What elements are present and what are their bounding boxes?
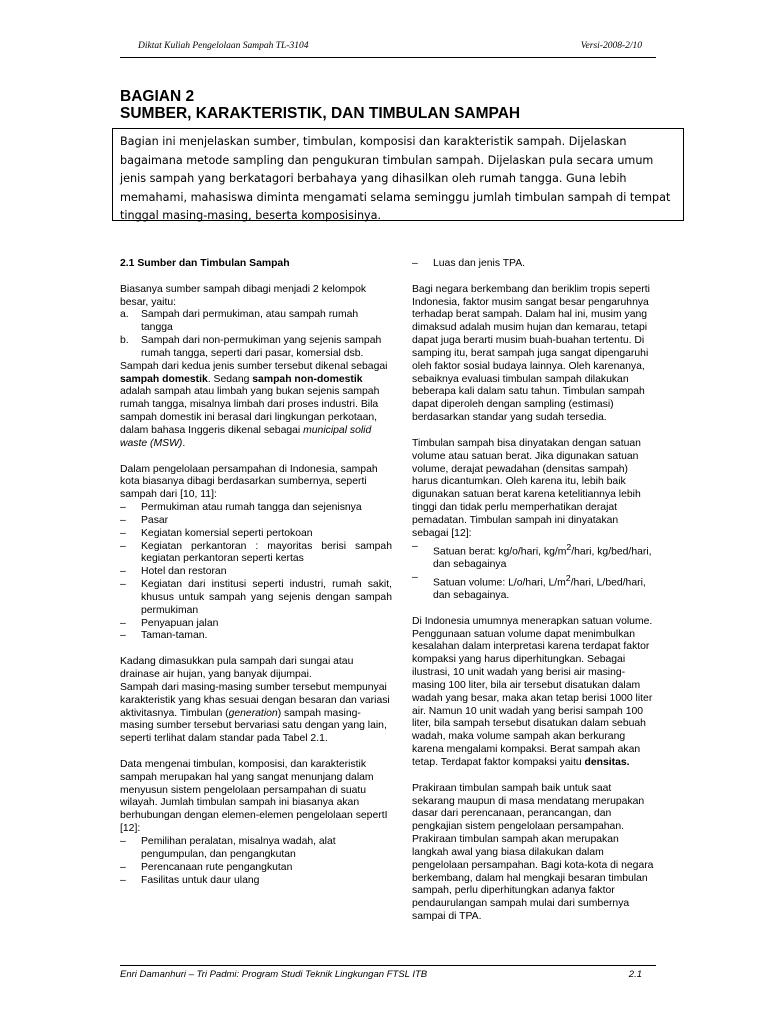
dash-marker: – bbox=[120, 874, 126, 886]
list-item bbox=[120, 862, 392, 875]
dash-marker: – bbox=[412, 571, 418, 583]
text-run: Sampah dari kedua jenis sumber tersebut dikenal sebagai bbox=[120, 360, 388, 372]
dash-marker: – bbox=[120, 502, 126, 514]
list-item bbox=[120, 579, 392, 618]
paragraph: Dalam pengelolaan persampahan di Indonesia, sampah kota biasanya dibagi berdasarkan sumbernya, seperti sampah dari [10, 11]: bbox=[120, 463, 378, 501]
list-item bbox=[120, 875, 392, 888]
dash-marker: – bbox=[120, 540, 126, 552]
list-item-text bbox=[433, 541, 656, 572]
list-item bbox=[120, 618, 392, 631]
bold-term: densitas. bbox=[584, 757, 630, 768]
chapter-abstract-box: Bagian ini menjelaskan sumber, timbulan, komposisi dan karakteristik sampah. Dijelaskan bagaimana metode sampling dan pengukuran timbulan sampah. Dijelaskan pula secara umum jenis sampah yang berkatagori berbahaya yang dihasilkan oleh rumah tangga. Guna lebih memahami, mahasiswa diminta mengamati selama seminggu jumlah timbulan sampah di tempat tinggal masing-masing, beserta komposisinya. bbox=[112, 128, 684, 221]
paragraph: Biasanya sumber sampah dibagi menjadi 2 kelompok besar, yaitu: bbox=[120, 283, 367, 308]
list-item-text: Pemilihan peralatan, misalnya wadah, alat pengumpulan, dan pengangkutan bbox=[141, 835, 336, 860]
text-run: Satuan volume: L/o/hari, L/m bbox=[433, 577, 566, 589]
paragraph bbox=[412, 616, 656, 770]
list-marker: a. bbox=[120, 309, 129, 321]
dash-marker: – bbox=[120, 566, 126, 578]
superscript: 2 bbox=[566, 541, 572, 552]
list-item bbox=[412, 572, 656, 603]
italic-term: municipal solid waste (MSW) bbox=[120, 424, 372, 449]
list-item bbox=[120, 515, 392, 528]
chapter-number: BAGIAN 2 bbox=[120, 88, 195, 105]
list-item-text: Taman-taman. bbox=[141, 630, 208, 642]
list-item bbox=[412, 258, 656, 271]
text-run: ) sampah masing-masing sumber tersebut bervariasi satu dengan yang lain, seperti terlihat dalam standar pada Tabel 2.1. bbox=[120, 707, 387, 745]
text-run: adalah sampah atau limbah yang bukan sejenis sampah rumah tangga, misalnya limbah dari proses industri. Bila sampah domestik ini berasal dari lingkungan perkotaan, dalam bahasa Inggeris dikenal sebagai bbox=[120, 386, 380, 436]
text-run: /hari, L/bed/hari, dan sebagainya. bbox=[433, 577, 646, 602]
running-header bbox=[120, 38, 656, 58]
dash-marker: – bbox=[120, 579, 126, 591]
list-item-text: Penyapuan jalan bbox=[141, 617, 219, 629]
paragraph: Kadang dimasukkan pula sampah dari sungai atau drainase air hujan, yang banyak dijumpai. bbox=[120, 656, 354, 680]
list-item bbox=[120, 335, 392, 361]
text-run: Satuan berat: kg/o/hari, kg/m bbox=[433, 546, 567, 558]
dash-marker: – bbox=[412, 540, 418, 552]
dash-marker: – bbox=[120, 527, 126, 539]
chapter-title: SUMBER, KARAKTERISTIK, DAN TIMBULAN SAMPAH bbox=[120, 105, 521, 122]
text-run: . bbox=[182, 437, 186, 449]
dash-marker: – bbox=[120, 861, 126, 873]
paragraph: Bagi negara berkembang dan beriklim tropis seperti Indonesia, faktor musim sangat besar pengaruhnya terhadap berat sampah. Dalam hal ini, musim yang dimaksud adalah musim hujan dan kemarau, tetapi dapat juga berarti musim buah-buahan tertentu. Di samping itu, berat sampah juga sangat dipengaruhi oleh faktor sosial budaya lainnya. Oleh karenanya, sebaiknya evaluasi timbulan sampah dilakukan beberapa kali dalam satu tahun. Timbulan sampah dapat diperoleh dengan sampling (estimasi) berdasarkan standar yang sudah tersedia. bbox=[412, 283, 650, 424]
paragraph bbox=[120, 682, 392, 746]
list-marker: b. bbox=[120, 335, 129, 347]
superscript: 2 bbox=[565, 572, 571, 583]
text-run: Sampah dari masing-masing sumber tersebut mempunyai karakteristik yang khas sesuai dengan besaran dan variasi aktivitasnya. Timbulan ( bbox=[120, 681, 390, 719]
list-item-text: Kegiatan dari institusi seperti industri, rumah sakit, khusus untuk sampah yang sejenis dengan sampah permukiman bbox=[141, 579, 392, 616]
list-item-text bbox=[433, 572, 656, 603]
header-course-title: Diktat Kuliah Pengelolaan Sampah TL-3104 bbox=[138, 41, 309, 51]
list-item-text: Sampah dari permukiman, atau sampah rumah tangga bbox=[141, 309, 359, 334]
page-footer bbox=[120, 965, 656, 980]
list-item-text: Permukiman atau rumah tangga dan sejenisnya bbox=[141, 502, 362, 514]
section-title: 2.1 Sumber dan Timbulan Sampah bbox=[120, 258, 290, 269]
bold-term: sampah domestik bbox=[120, 373, 208, 385]
italic-term: generation bbox=[228, 707, 278, 719]
list-item bbox=[120, 541, 392, 567]
list-item bbox=[120, 528, 392, 541]
chapter-heading bbox=[120, 88, 520, 122]
dash-marker: – bbox=[412, 258, 418, 269]
dash-marker: – bbox=[120, 514, 126, 526]
header-version: Versi-2008-2/10 bbox=[580, 41, 642, 51]
dash-marker: – bbox=[120, 835, 126, 847]
right-column bbox=[412, 258, 656, 924]
paragraph: Prakiraan timbulan sampah baik untuk saat sekarang maupun di masa mendatang merupakan dasar dari perencanaan, perancangan, dan pengkajian sistem pengelolaan persampahan. Prakiraan timbulan sampah akan merupakan langkah awal yang biasa dilakukan dalam pengelolaan persampahan. Bagi kota-kota di negara berkembang, dalam hal mengkaji besaran timbulan sampah, perlu diperhitungkan adanya faktor pendaurulangan sampah mulai dari sumbernya sampai di TPA. bbox=[412, 782, 654, 923]
list-item bbox=[120, 566, 392, 579]
text-run: /hari, kg/bed/hari, dan sebagainya bbox=[433, 546, 652, 570]
list-item-text: Kegiatan komersial seperti pertokoan bbox=[141, 527, 313, 539]
footer-authors: Enri Damanhuri – Tri Padmi: Program Studi Teknik Lingkungan FTSL ITB bbox=[120, 969, 428, 980]
dash-marker: – bbox=[120, 617, 126, 629]
list-item bbox=[120, 502, 392, 515]
list-item bbox=[120, 836, 392, 862]
list-item bbox=[412, 541, 656, 572]
left-column bbox=[120, 258, 392, 887]
list-item-text: Pasar bbox=[141, 514, 169, 526]
list-item-text: Perencanaan rute pengangkutan bbox=[141, 861, 293, 873]
dash-marker: – bbox=[120, 630, 126, 642]
list-item bbox=[120, 630, 392, 643]
text-run: . Sedang bbox=[207, 373, 253, 385]
list-item-text: Luas dan jenis TPA. bbox=[433, 258, 526, 269]
list-item bbox=[120, 309, 392, 335]
bold-term: sampah non-domestik bbox=[252, 373, 363, 385]
list-item-text: Fasilitas untuk daur ulang bbox=[141, 874, 260, 886]
text-run: Di Indonesia umumnya menerapkan satuan volume. Penggunaan satuan volume dapat menimbulkan kesalahan dalam interpretasi karena terdapat faktor kompaksi yang harus diperhitungkan. Sebagai ilustrasi, 10 unit wadah yang berisi air masing-masing 100 liter, bila air tersebut disatukan dalam wadah yang besar, maka akan tetap berisi 1000 liter air. Namun 10 unit wadah yang berisi sampah 100 liter, bila sampah tersebut disatukan dalam sebuah wadah, maka volume sampah akan berkurang karena mengalami kompaksi. Berat sampah akan tetap. Terdapat faktor kompaksi yaitu bbox=[412, 615, 653, 768]
paragraph bbox=[120, 361, 392, 451]
list-item-text: Kegiatan perkantoran : mayoritas berisi sampah kegiatan perkantoran seperti kertas bbox=[141, 540, 392, 565]
paragraph: Data mengenai timbulan, komposisi, dan karakteristik sampah merupakan hal yang sangat menunjang dalam menyusun sistem pengelolaan persampahan di suatu wilayah. Jumlah timbulan sampah ini biasanya akan berhubungan dengan elemen-elemen pengelolaan sepertI [12]: bbox=[120, 758, 388, 835]
list-item-text: Sampah dari non-permukiman yang sejenis sampah rumah tangga, seperti dari pasar, komersial dsb. bbox=[141, 335, 382, 359]
paragraph: Timbulan sampah bisa dinyatakan dengan satuan volume atau satuan berat. Jika digunakan satuan volume, derajat pewadahan (densitas sampah) harus dicantumkan. Oleh karena itu, lebih baik digunakan satuan berat karena ketelitiannya lebih tinggi dan tidak perlu memperhatikan derajat pemadatan. Timbulan sampah ini dinyatakan sebagai [12]: bbox=[412, 437, 641, 539]
list-item-text: Hotel dan restoran bbox=[141, 566, 227, 578]
page-number: 2.1 bbox=[628, 969, 642, 980]
